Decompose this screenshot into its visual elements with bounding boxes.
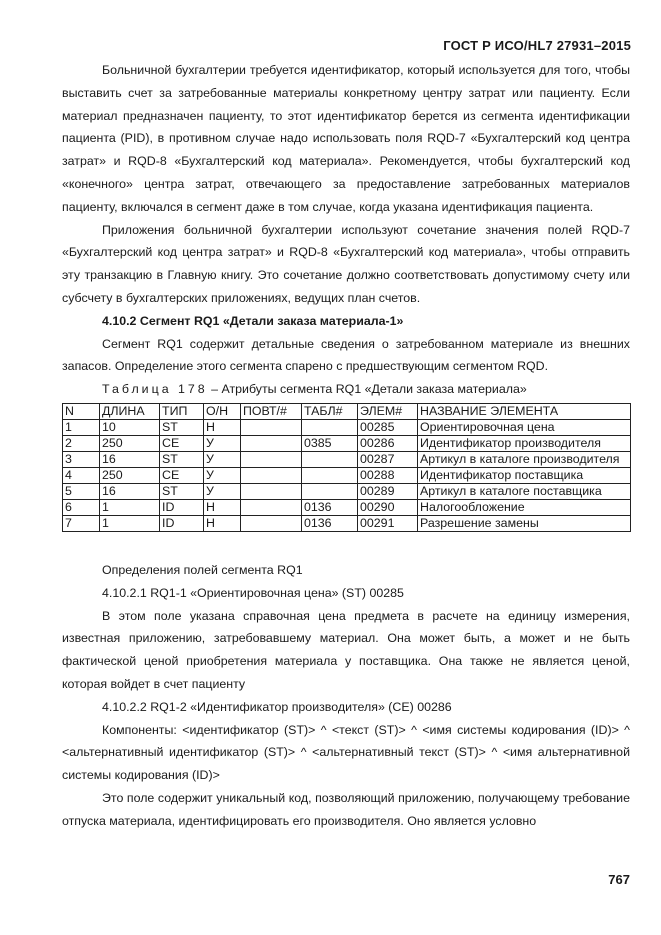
header-cell: ТАБЛ# — [302, 403, 358, 419]
field-heading: 4.10.2.2 RQ1-2 «Идентификатор производителя» (CE) 00286 — [102, 699, 452, 714]
table-cell: 00287 — [358, 451, 418, 467]
table-cell: ST — [160, 483, 204, 499]
table-cell: Ориентировочная цена — [418, 419, 631, 435]
table-cell: 1 — [63, 419, 100, 435]
table-cell: 6 — [63, 499, 100, 515]
table-cell: Налогообложение — [418, 499, 631, 515]
header-cell: ТИП — [160, 403, 204, 419]
table-cell — [302, 451, 358, 467]
table-cell: У — [204, 435, 241, 451]
table-cell: CE — [160, 435, 204, 451]
table-cell: 1 — [100, 499, 160, 515]
table-cell: 0136 — [302, 499, 358, 515]
table-cell: 5 — [63, 483, 100, 499]
table-cell — [241, 515, 302, 531]
table-cell: 16 — [100, 483, 160, 499]
paragraph: Больничной бухгалтерии требуется идентификатор, который используется для того, чтобы выставить счет за затребованные материалы конкретному центру затрат или пациенту. Если материал предназначен пациенту, то этот идентификатор берется из сегмента идентификации пациента (PID), в противном случае надо использовать поля RQD-7 «Бухгалтерский код центра затрат» и RQD-8 «Бухгалтерский код материала». Рекомендуется, чтобы бухгалтерский код «конечного» центра затрат, отвечающего за предоставление затребованных материалов пациенту, включался в сегмент даже в том случае, когда указана идентификация пациента. — [62, 63, 630, 214]
table-row — [63, 515, 631, 531]
paragraph: Сегмент RQ1 содержит детальные сведения о затребованном материале из внешних запасов. Определение этого сегмента спарено с предшествующим сегментом RQD. — [62, 336, 630, 374]
paragraph: Компоненты: <идентификатор (ST)> ^ <текст (ST)> ^ <имя системы кодирования (ID)> ^ <альтернативный идентификатор (ST)> ^ <альтернативный текст (ST)> ^ <имя альтернативной системы кодирования (ID)> — [62, 722, 630, 783]
header-cell: ПОВТ/# — [241, 403, 302, 419]
table-cell: Идентификатор поставщика — [418, 467, 631, 483]
table-cell: 1 — [100, 515, 160, 531]
table-cell: 2 — [63, 435, 100, 451]
table-cell — [241, 483, 302, 499]
table-cell: 16 — [100, 451, 160, 467]
table-cell: Артикул в каталоге поставщика — [418, 483, 631, 499]
table-cell: 4 — [63, 467, 100, 483]
table-cell: 0385 — [302, 435, 358, 451]
section-heading: 4.10.2 Сегмент RQ1 «Детали заказа материала-1» — [102, 313, 404, 328]
table-row — [63, 483, 631, 499]
table-cell: ST — [160, 419, 204, 435]
table-cell: 00286 — [358, 435, 418, 451]
paragraph: Приложения больничной бухгалтерии используют сочетание значения полей RQD-7 «Бухгалтерский код центра затрат» и RQD-8 «Бухгалтерский код материала», чтобы отправить эту транзакцию в Главную книгу. Это сочетание должно соответствовать допустимому счету или субсчету в бухгалтерских приложениях, ведущих план счетов. — [62, 222, 630, 305]
table-cell: 7 — [63, 515, 100, 531]
page-number: 767 — [608, 872, 630, 887]
table-cell: 00288 — [358, 467, 418, 483]
table-cell: ID — [160, 499, 204, 515]
table-header-row — [63, 403, 631, 419]
header-cell: НАЗВАНИЕ ЭЛЕМЕНТА — [418, 403, 631, 419]
spacer — [62, 532, 630, 559]
table-cell: 250 — [100, 467, 160, 483]
table-caption-dash: – — [207, 382, 222, 397]
table-row — [63, 499, 631, 515]
table-cell — [241, 467, 302, 483]
table-cell: Н — [204, 419, 241, 435]
paragraph: В этом поле указана справочная цена предмета в расчете на единицу измерения, известная приложению, затребовавшему материал. Она может быть, а может и не быть фактической ценой приобретения материала у поставщика. Она также не является ценой, которая войдет в счет пациенту — [62, 608, 630, 691]
table-row — [63, 451, 631, 467]
table-caption-label: Таблица 178 — [102, 382, 208, 397]
table-cell: 10 — [100, 419, 160, 435]
table-cell: 250 — [100, 435, 160, 451]
table-cell — [241, 419, 302, 435]
table-cell: Н — [204, 499, 241, 515]
header-cell: О/Н — [204, 403, 241, 419]
table-cell — [302, 483, 358, 499]
table-caption-text: Атрибуты сегмента RQ1 «Детали заказа материала» — [221, 382, 527, 397]
table-row — [63, 435, 631, 451]
table-cell: 00285 — [358, 419, 418, 435]
table-cell: У — [204, 483, 241, 499]
table-cell — [241, 435, 302, 451]
table-cell: ID — [160, 515, 204, 531]
table-row — [63, 419, 631, 435]
table-cell: CE — [160, 467, 204, 483]
table-cell — [241, 499, 302, 515]
field-heading: 4.10.2.1 RQ1-1 «Ориентировочная цена» (ST) 00285 — [102, 585, 404, 600]
table-cell: 00290 — [358, 499, 418, 515]
attributes-table — [62, 403, 631, 532]
header-cell: N — [63, 403, 100, 419]
table-cell: Н — [204, 515, 241, 531]
document-header: ГОСТ Р ИСО/HL7 27931–2015 — [443, 38, 631, 53]
table-cell: 00289 — [358, 483, 418, 499]
header-cell: ЭЛЕМ# — [358, 403, 418, 419]
header-cell: ДЛИНА — [100, 403, 160, 419]
table-cell: Разрешение замены — [418, 515, 631, 531]
definitions-title: Определения полей сегмента RQ1 — [102, 562, 303, 577]
table-cell: 00291 — [358, 515, 418, 531]
table-cell: 0136 — [302, 515, 358, 531]
paragraph: Это поле содержит уникальный код, позволяющий приложению, получающему требование отпуска материала, идентифицировать его производителя. Оно является условно — [62, 790, 630, 828]
table-row — [63, 467, 631, 483]
table-cell: 3 — [63, 451, 100, 467]
table-cell: У — [204, 467, 241, 483]
table-cell: У — [204, 451, 241, 467]
page-content — [62, 59, 630, 833]
table-cell: Артикул в каталоге производителя — [418, 451, 631, 467]
table-cell — [241, 451, 302, 467]
table-caption — [62, 378, 630, 401]
table-cell: Идентификатор производителя — [418, 435, 631, 451]
table-cell — [302, 419, 358, 435]
table-cell: ST — [160, 451, 204, 467]
table-cell — [302, 467, 358, 483]
